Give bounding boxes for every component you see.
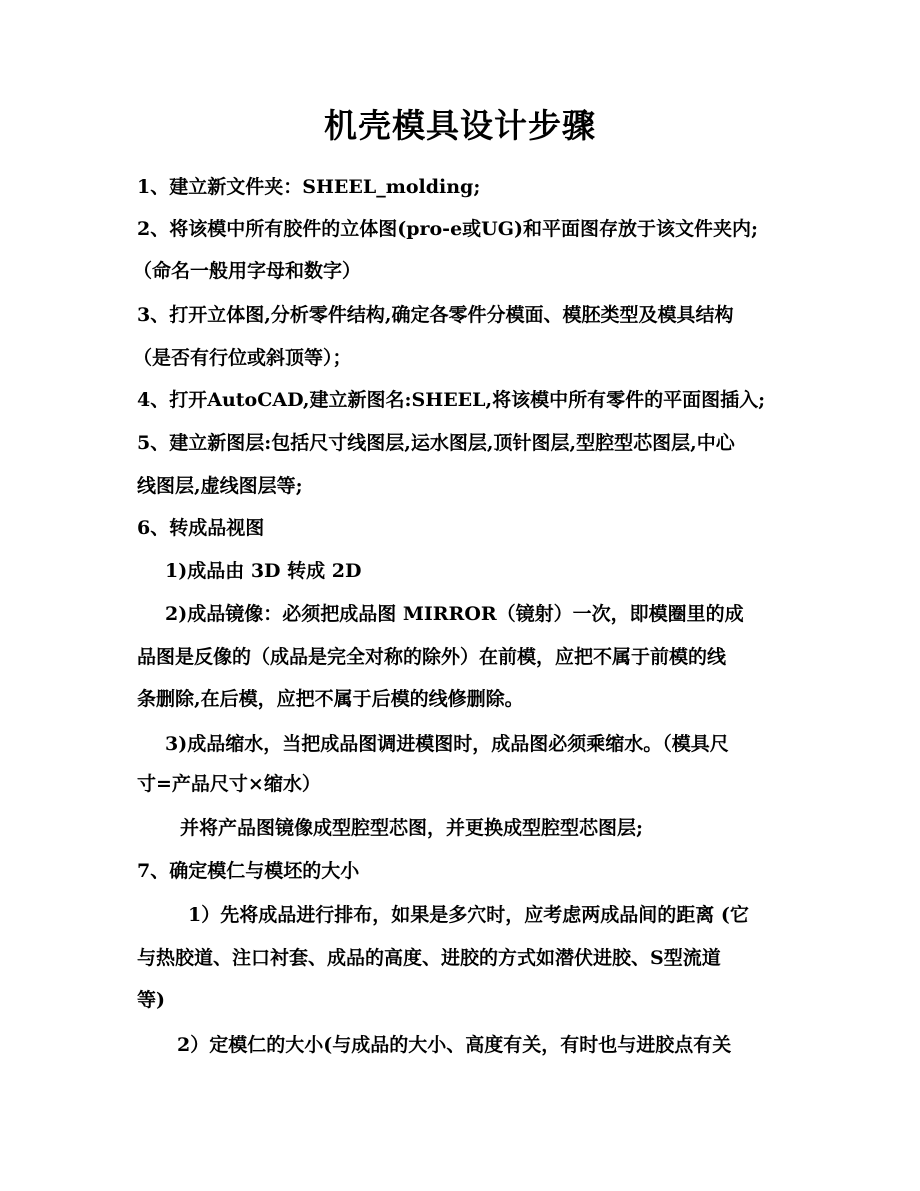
step-5-text: 5、建立新图层:包括尺寸线图层,运水图层,顶针图层,型腔型芯图层,中心	[137, 432, 735, 454]
step-4-text: 4、打开AutoCAD,建立新图名:SHEEL,将该模中所有零件的平面图插入;	[137, 389, 766, 411]
step-7-text: 7、确定模仁与模坯的大小	[137, 860, 360, 882]
step-6-sub-2-line-3: 条删除,在后模，应把不属于后模的线修删除。	[137, 688, 524, 710]
step-5-continued: 线图层,虚线图层等;	[137, 475, 303, 497]
step-6-sub-2-line-2: 品图是反像的（成品是完全对称的除外）在前模，应把不属于前模的线	[137, 646, 727, 668]
step-7-sub-2: 2）定模仁的大小(与成品的大小、高度有关，有时也与进胶点有关	[177, 1034, 732, 1056]
step-6-sub-3: 3)成品缩水，当把成品图调进模图时，成品图必须乘缩水。（模具尺	[165, 733, 729, 755]
step-2-text: 2、将该模中所有胶件的立体图(pro-e或UG)和平面图存放于该文件夹内;	[137, 218, 758, 240]
document-title: 机壳模具设计步骤	[324, 106, 596, 145]
step-3-note: （是否有行位或斜顶等）；	[133, 347, 352, 369]
step-7-sub-1-line-3: 等)	[137, 989, 165, 1011]
step-1-text: 1、建立新文件夹：SHEEL_molding;	[137, 176, 481, 198]
step-7-sub-1-line-2: 与热胶道、注口衬套、成品的高度、进胶的方式如潜伏进胶、S型流道	[137, 947, 721, 969]
step-6-text: 6、转成品视图	[137, 517, 265, 539]
step-6-sub-2: 2)成品镜像：必须把成品图 MIRROR（镜射）一次，即模圈里的成	[165, 603, 744, 625]
step-6-sub-3-line-2: 寸=产品尺寸×缩水）	[137, 773, 321, 795]
step-7-sub-1: 1）先将成品进行排布，如果是多穴时，应考虑两成品间的距离 (它	[188, 904, 749, 926]
step-6-sub-1: 1)成品由 3D 转成 2D	[165, 560, 362, 582]
step-3-text: 3、打开立体图,分析零件结构,确定各零件分模面、模胚类型及模具结构	[137, 304, 734, 326]
step-2-note: （命名一般用字母和数字）	[133, 260, 362, 282]
step-6-sub-3-line-3: 并将产品图镜像成型腔型芯图，并更换成型腔型芯图层;	[180, 817, 644, 839]
